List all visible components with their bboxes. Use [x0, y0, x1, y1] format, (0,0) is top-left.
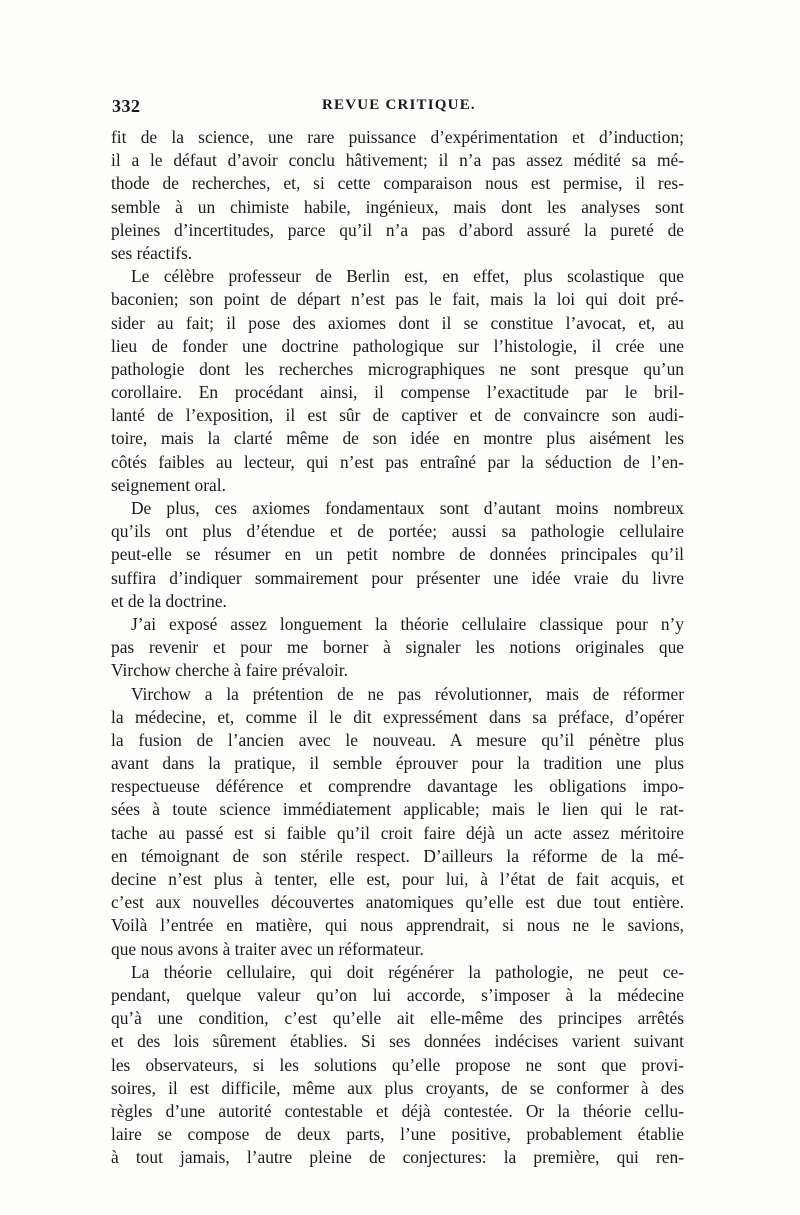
- text-line: toire, mais la clarté même de son idée en montre plus aisément les: [111, 428, 684, 449]
- text-line: lanté de l’exposition, il est sûr de captiver et de convaincre son audi-: [111, 405, 684, 426]
- text-line: pathologie dont les recherches micrographiques ne sont presque qu’un: [111, 358, 684, 379]
- text-line: pas revenir et pour me borner à signaler les notions originales que: [111, 637, 684, 658]
- paragraph-first-line: Virchow a la prétention de ne pas révolutionner, mais de réformer: [131, 683, 684, 704]
- text-line: la médecine, et, comme il le dit expressément dans sa préface, d’opérer: [111, 706, 684, 727]
- text-line: soires, il est difficile, même aux plus croyants, de se conformer à des: [111, 1077, 684, 1098]
- text-line: semble à un chimiste habile, ingénieux, mais dont les analyses sont: [111, 196, 684, 217]
- text-line: pendant, quelque valeur qu’on lui accorde, s’imposer à la médecine: [111, 984, 684, 1005]
- text-line: fit de la science, une rare puissance d’expérimentation et d’induction;: [111, 127, 684, 147]
- text-line: à tout jamais, l’autre pleine de conjectures: la première, qui ren-: [111, 1147, 684, 1168]
- text-line: seignement oral.: [111, 474, 226, 495]
- text-line: baconien; son point de départ n’est pas le fait, mais la loi qui doit pré-: [111, 289, 684, 310]
- text-line: et de la doctrine.: [111, 590, 227, 611]
- text-line: côtés faibles au lecteur, qui n’est pas entraîné par la séduction de l’en-: [111, 451, 684, 472]
- text-line: respectueuse déférence et comprendre davantage les obligations impo-: [111, 776, 684, 797]
- text-line: decine n’est plus à tenter, elle est, pour lui, à l’état de fait acquis, et: [111, 869, 684, 889]
- text-line: lieu de fonder une doctrine pathologique sur l’histologie, il crée une: [111, 335, 684, 356]
- text-line: qu’à une condition, c’est qu’elle ait elle-même des principes arrêtés: [111, 1008, 684, 1029]
- paragraph-first-line: Le célèbre professeur de Berlin est, en effet, plus scolastique que: [131, 266, 684, 287]
- paragraph-first-line: La théorie cellulaire, qui doit régénérer la pathologie, ne peut ce-: [131, 961, 684, 982]
- text-line: ses réactifs.: [111, 242, 193, 263]
- text-line: suffira d’indiquer sommairement pour présenter une idée vraie du livre: [111, 567, 684, 588]
- text-line: c’est aux nouvelles découvertes anatomiques qu’elle est due tout entière.: [111, 892, 684, 913]
- text-line: les observateurs, si les solutions qu’elle propose ne sont que provi-: [111, 1054, 684, 1075]
- text-line: laire se compose de deux parts, l’une positive, probablement établie: [111, 1124, 684, 1145]
- text-line: pleines d’incertitudes, parce qu’il n’a pas d’abord assuré la pureté de: [111, 219, 684, 240]
- text-line: et des lois sûrement établies. Si ses données indécises varient suivant: [111, 1031, 684, 1052]
- running-head: [112, 96, 682, 120]
- text-line: qu’ils ont plus d’étendue et de portée; aussi sa pathologie cellulaire: [111, 521, 684, 542]
- text-line: avant dans la pratique, il semble éprouver pour la tradition une plus: [111, 753, 684, 774]
- journal-title: REVUE CRITIQUE.: [322, 97, 476, 113]
- paragraph-first-line: J’ai exposé assez longuement la théorie cellulaire classique pour n’y: [131, 613, 684, 634]
- text-line: Voilà l’entrée en matière, qui nous apprendrait, si nous ne le savions,: [111, 915, 684, 936]
- text-line: sées à toute science immédiatement applicable; mais le lien qui le rat-: [111, 799, 684, 820]
- paragraph-first-line: De plus, ces axiomes fondamentaux sont d’autant moins nombreux: [131, 498, 684, 518]
- text-line: sider au fait; il pose des axiomes dont il se constitue l’avocat, et, au: [111, 312, 684, 333]
- page-number: 332: [112, 96, 141, 116]
- text-line: tache au passé est si faible qu’il croit faire déjà un acte assez méritoire: [111, 822, 684, 843]
- text-line: il a le défaut d’avoir conclu hâtivement; il n’a pas assez médité sa mé-: [111, 150, 684, 171]
- text-line: peut-elle se résumer en un petit nombre de données principales qu’il: [111, 544, 684, 565]
- text-line: la fusion de l’ancien avec le nouveau. A mesure qu’il pénètre plus: [111, 729, 684, 750]
- text-line: règles d’une autorité contestable et déjà contestée. Or la théorie cellu-: [111, 1100, 684, 1121]
- body-text: [111, 126, 684, 1169]
- text-line: que nous avons à traiter avec un réformateur.: [111, 938, 424, 959]
- text-line: Virchow cherche à faire prévaloir.: [111, 660, 348, 681]
- text-line: thode de recherches, et, si cette comparaison nous est permise, il res-: [111, 173, 684, 194]
- text-line: corollaire. En procédant ainsi, il compense l’exactitude par le bril-: [111, 382, 684, 403]
- text-line: en témoignant de son stérile respect. D’ailleurs la réforme de la mé-: [111, 845, 684, 866]
